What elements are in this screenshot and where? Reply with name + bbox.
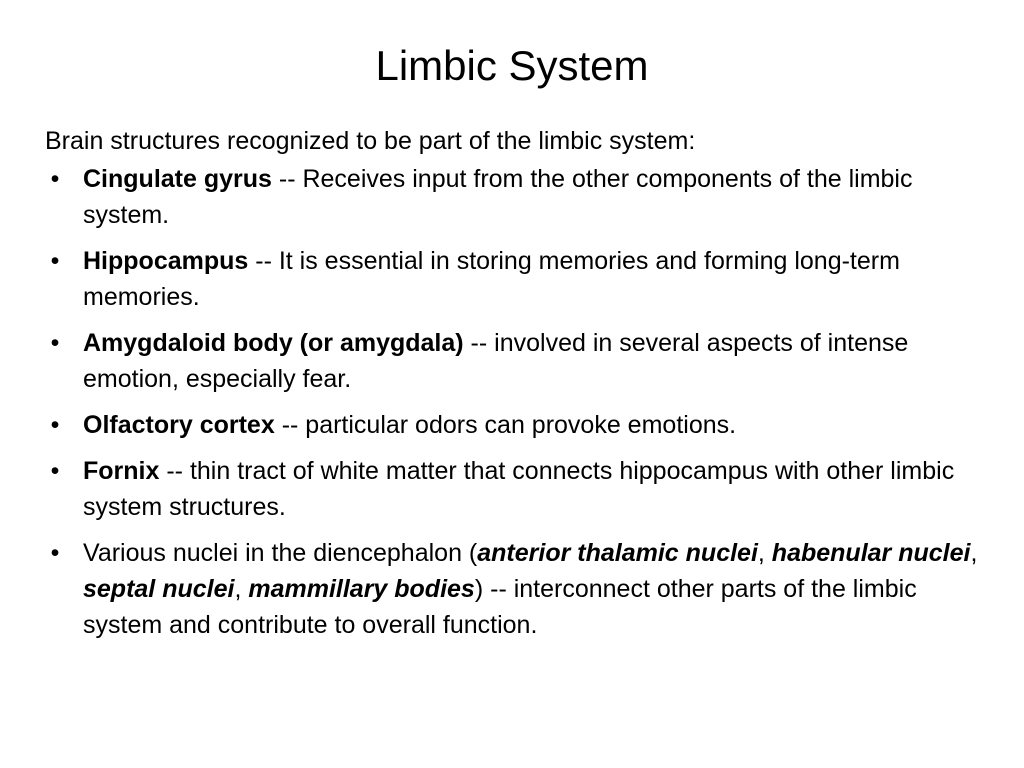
list-item-fornix: [45, 453, 985, 525]
term-label: Amygdaloid body (or amygdala): [83, 329, 464, 357]
bullet-list: [45, 161, 985, 643]
term-label: Hippocampus: [83, 247, 249, 275]
term-description: -- involved in several aspects of intense emotion, especially fear.: [83, 329, 909, 393]
list-item-olfactory-cortex: [45, 407, 985, 443]
nucleus-term: septal nuclei: [83, 575, 235, 603]
bullet-icon: •: [50, 165, 60, 193]
list-item-cingulate-gyrus: [45, 161, 985, 233]
slide-title: Limbic System: [375, 42, 649, 89]
item-suffix: ) -- interconnect other parts of the limbic system and contribute to overall function.: [83, 575, 917, 639]
list-item-hippocampus: [45, 243, 985, 315]
slide-body: [45, 123, 985, 653]
list-item-amygdala: [45, 325, 985, 397]
term-description: -- particular odors can provoke emotions.: [274, 411, 737, 439]
bullet-icon: •: [50, 411, 60, 439]
bullet-icon: •: [50, 247, 60, 275]
nucleus-term: habenular nuclei: [771, 539, 971, 567]
term-label: Cingulate gyrus: [83, 165, 272, 193]
separator: ,: [970, 539, 978, 567]
bullet-icon: •: [50, 457, 60, 485]
term-description: -- Receives input from the other components of the limbic system.: [83, 165, 913, 229]
separator: ,: [757, 539, 772, 567]
bullet-icon: •: [50, 329, 60, 357]
intro-text: Brain structures recognized to be part of the limbic system:: [45, 127, 696, 155]
term-description: -- thin tract of white matter that connects hippocampus with other limbic system structures.: [83, 457, 955, 521]
separator: ,: [234, 575, 249, 603]
bullet-icon: •: [50, 539, 60, 567]
nucleus-term: mammillary bodies: [248, 575, 475, 603]
nucleus-term: anterior thalamic nuclei: [477, 539, 758, 567]
term-description: -- It is essential in storing memories and forming long-term memories.: [83, 247, 900, 311]
term-label: Fornix: [83, 457, 160, 485]
item-prefix: Various nuclei in the diencephalon (: [83, 539, 478, 567]
term-label: Olfactory cortex: [83, 411, 275, 439]
list-item-diencephalon-nuclei: [45, 535, 985, 643]
